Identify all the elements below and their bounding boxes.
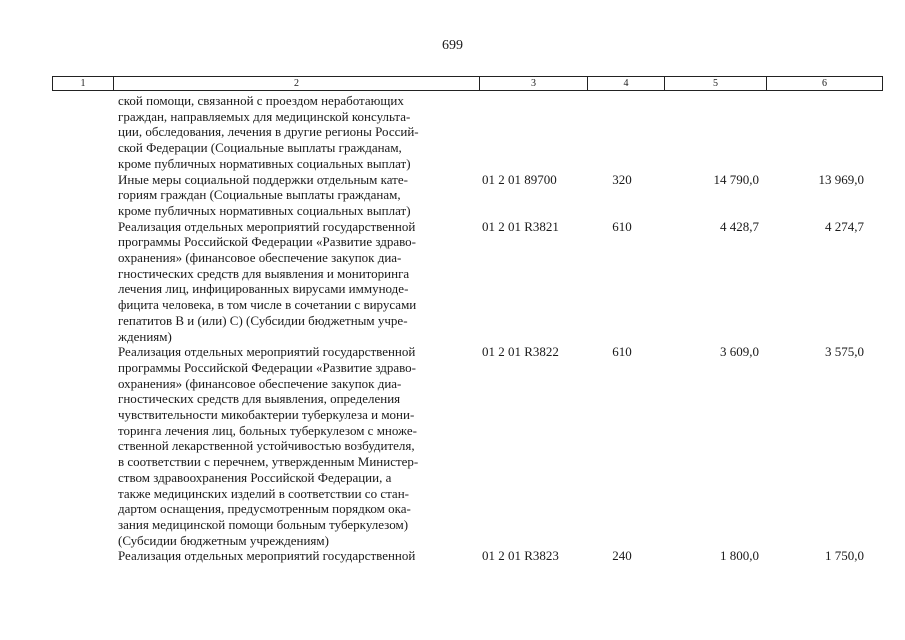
description-line: охранения» (финансовое обеспечение закупок диа-	[118, 375, 402, 391]
description-line: граждан, направляемых для медицинской консульта-	[118, 108, 411, 124]
amount-col-6: 1 750,0	[825, 548, 864, 564]
description-line: Реализация отдельных мероприятий государственной	[118, 344, 416, 360]
description-line: дартом оснащения, предусмотренным порядком ока-	[118, 501, 411, 517]
amount-col-5: 4 428,7	[720, 218, 759, 234]
table-row	[0, 172, 905, 219]
header-col-3: 3	[480, 77, 588, 90]
description-line: охранения» (финансовое обеспечение закупок диа-	[118, 250, 402, 266]
description-line: фицита человека, в том числе в сочетании с вирусами	[118, 297, 417, 313]
budget-code: 01 2 01 R3823	[482, 548, 559, 564]
amount-col-5: 1 800,0	[720, 548, 759, 564]
description-line: ждениям)	[118, 328, 172, 344]
description-line: ской помощи, связанной с проездом неработающих	[118, 93, 404, 108]
amount-col-6: 4 274,7	[825, 218, 864, 234]
amount-col-5: 3 609,0	[720, 344, 759, 360]
description-line: гностических средств для выявления, определения	[118, 391, 401, 407]
description-line: гориям граждан (Социальные выплаты гражданам,	[118, 187, 401, 203]
header-col-6: 6	[822, 78, 827, 89]
description-line: (Субсидии бюджетным учреждениям)	[118, 532, 329, 548]
description-line: программы Российской Федерации «Развитие здраво-	[118, 359, 417, 375]
header-col-4: 4	[588, 77, 665, 90]
table-row	[0, 219, 905, 345]
row-description	[118, 219, 478, 345]
expense-type: 320	[612, 171, 632, 187]
expense-type: 240	[612, 548, 632, 564]
description-line: ции, обследования, лечения в другие регионы Россий-	[118, 124, 419, 140]
budget-code: 01 2 01 R3821	[482, 218, 559, 234]
description-line: в соответствии с перечнем, утвержденным Министер-	[118, 454, 419, 470]
description-line: лечения лиц, инфицированных вирусами иммуноде-	[118, 281, 409, 297]
description-line: гностических средств для выявления и мониторинга	[118, 265, 410, 281]
expense-type: 610	[612, 344, 632, 360]
description-line: зания медицинской помощи больным туберкулезом)	[118, 516, 409, 532]
row-description	[118, 344, 478, 548]
amount-col-6: 3 575,0	[825, 344, 864, 360]
page-number: 699	[442, 38, 463, 53]
amount-col-5: 14 790,0	[713, 171, 759, 187]
header-col-1: 1	[53, 77, 114, 90]
row-description	[118, 93, 478, 172]
table-row	[0, 548, 905, 564]
description-line: Иные меры социальной поддержки отдельным кате-	[118, 171, 408, 187]
description-line: Реализация отдельных мероприятий государственной	[118, 218, 416, 234]
description-line: ством здравоохранения Российской Федерации, а	[118, 469, 392, 485]
table-row	[0, 344, 905, 548]
description-line: ской Федерации (Социальные выплаты гражданам,	[118, 140, 402, 156]
amount-col-6: 13 969,0	[818, 171, 864, 187]
row-description	[118, 172, 478, 219]
description-line: также медицинских изделий в соответствии со стан-	[118, 485, 409, 501]
table-header	[52, 76, 883, 91]
description-line: торинга лечения лиц, больных туберкулезом с множе-	[118, 422, 417, 438]
table-body	[0, 93, 905, 564]
description-line: чувствительности микобактерии туберкулеза и мони-	[118, 407, 415, 423]
description-line: гепатитов В и (или) С) (Субсидии бюджетным учре-	[118, 312, 408, 328]
expense-type: 610	[612, 218, 632, 234]
description-line: кроме публичных нормативных социальных выплат)	[118, 155, 411, 171]
row-description	[118, 548, 478, 564]
budget-code: 01 2 01 89700	[482, 171, 557, 187]
description-line: ственной лекарственной устойчивостью возбудителя,	[118, 438, 415, 454]
budget-code: 01 2 01 R3822	[482, 344, 559, 360]
description-line: Реализация отдельных мероприятий государственной	[118, 548, 416, 564]
header-col-2: 2	[114, 77, 480, 90]
table-row	[0, 93, 905, 172]
header-col-5: 5	[665, 77, 767, 90]
description-line: кроме публичных нормативных социальных выплат)	[118, 202, 411, 218]
description-line: программы Российской Федерации «Развитие здраво-	[118, 234, 417, 250]
